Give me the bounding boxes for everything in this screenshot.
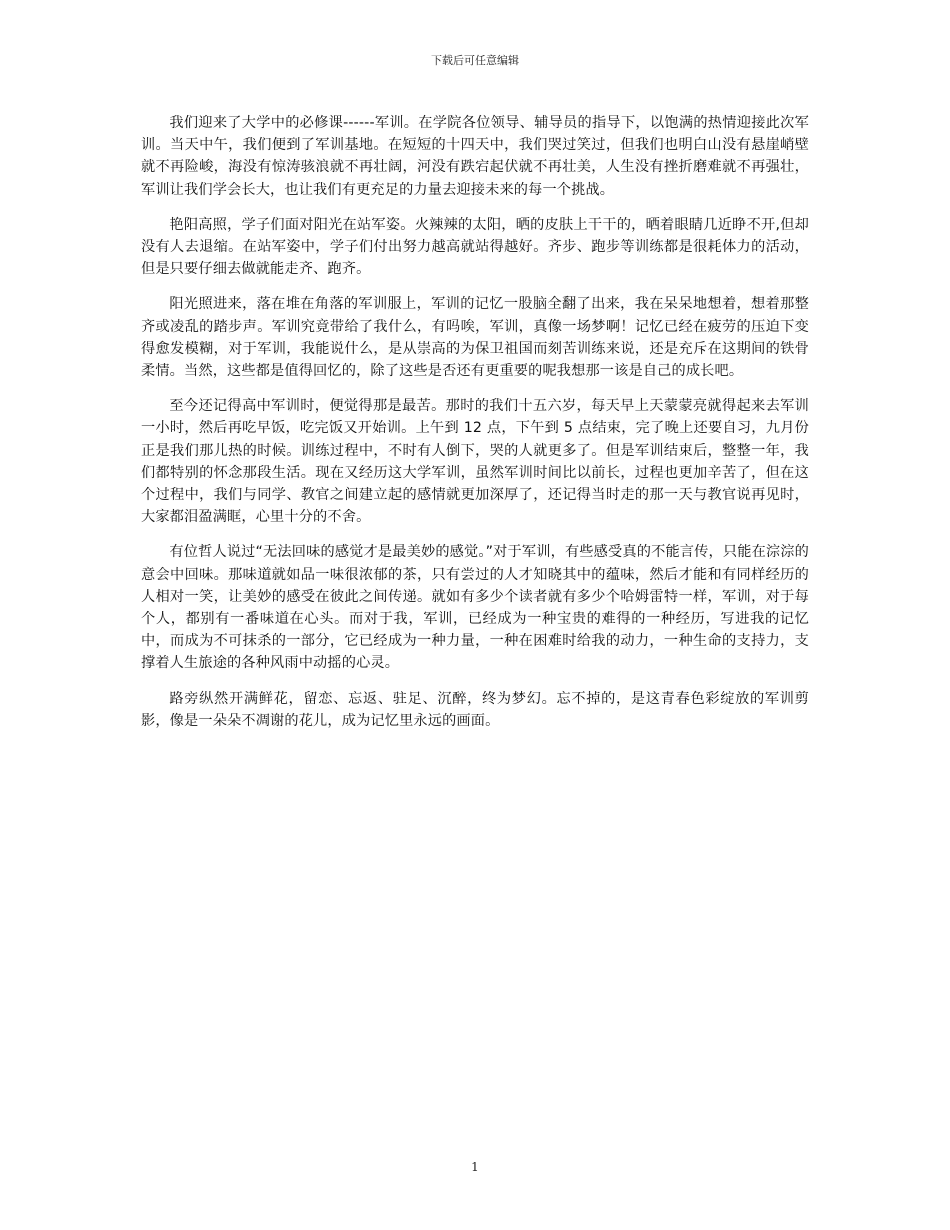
- document-body: [141, 112, 809, 745]
- paragraph-3: 阳光照进来，落在堆在角落的军训服上，军训的记忆一股脑全翻了出来，我在呆呆地想着，想着那整齐或凌乱的踏步声。军训究竟带给了我什么，有吗唉，军训，真像一场梦啊！记忆已经在疲劳的压迫下变得愈发模糊，对于军训，我能说什么，是从崇高的为保卫祖国而刻苦训练来说，还是充斥在这期间的铁骨柔情。当然，这些都是值得回忆的，除了这些是否还有更重要的呢我想那一该是自己的成长吧。: [141, 296, 809, 380]
- paragraph-2: 艳阳高照，学子们面对阳光在站军姿。火辣辣的太阳，晒的皮肤上干干的，晒着眼睛几近睁不开,但却没有人去退缩。在站军姿中，学子们付出努力越高就站得越好。齐步、跑步等训练都是很耗体力的活动，但是只要仔细去做就能走齐、跑齐。: [141, 216, 809, 278]
- paragraph-6: 路旁纵然开满鲜花，留恋、忘返、驻足、沉醉，终为梦幻。忘不掉的，是这青春色彩绽放的军训剪影，像是一朵朵不凋谢的花儿，成为记忆里永远的画面。: [141, 690, 809, 729]
- paragraph-5: 有位哲人说过“无法回味的感觉才是最美妙的感觉。”对于军训，有些感受真的不能言传，只能在淙淙的意会中回味。那味道就如品一味很浓郁的茶，只有尝过的人才知晓其中的蕴味，然后才能和有同样经历的人相对一笑，让美妙的感受在彼此之间传递。就如有多少个读者就有多少个哈姆雷特一样，军训，对于每个人，都别有一番味道在心头。而对于我，军训，已经成为一种宝贵的难得的一种经历，写进我的记忆中，而成为不可抹杀的一部分，它已经成为一种力量，一种在困难时给我的动力，一种生命的支持力，支撑着人生旅途的各种风雨中动摇的心灵。: [141, 544, 809, 672]
- page-number: 1: [471, 1160, 479, 1174]
- paragraph-1: 我们迎来了大学中的必修课------军训。在学院各位领导、辅导员的指导下，以饱满的热情迎接此次军训。当天中午，我们便到了军训基地。在短短的十四天中，我们哭过笑过，但我们也明白山没有悬崖峭壁就不再险峻，海没有惊涛骇浪就不再壮阔，河没有跌宕起伏就不再壮美，人生没有挫折磨难就不再强壮，军训让我们学会长大，也让我们有更充足的力量去迎接未来的每一个挑战。: [141, 115, 809, 198]
- paragraph-4: 至今还记得高中军训时，便觉得那是最苦。那时的我们十五六岁，每天早上天蒙蒙亮就得起来去军训一小时，然后再吃早饭，吃完饭又开始训。上午到 12 点，下午到 5 点结束，完了晚上还要自习，九月份正是我们那儿热的时候。训练过程中，不时有人倒下，哭的人就更多了。但是军训结束后，整整一年，我们都特别的怀念那段生活。现在又经历这大学军训，虽然军训时间比以前长，过程也更加辛苦了，但在这个过程中，我们与同学、教官之间建立起的感情就更加深厚了，还记得当时走的那一天与教官说再见时，大家都泪盈满眶，心里十分的不舍。: [141, 398, 809, 526]
- page-header: 下载后可任意编辑: [431, 54, 519, 67]
